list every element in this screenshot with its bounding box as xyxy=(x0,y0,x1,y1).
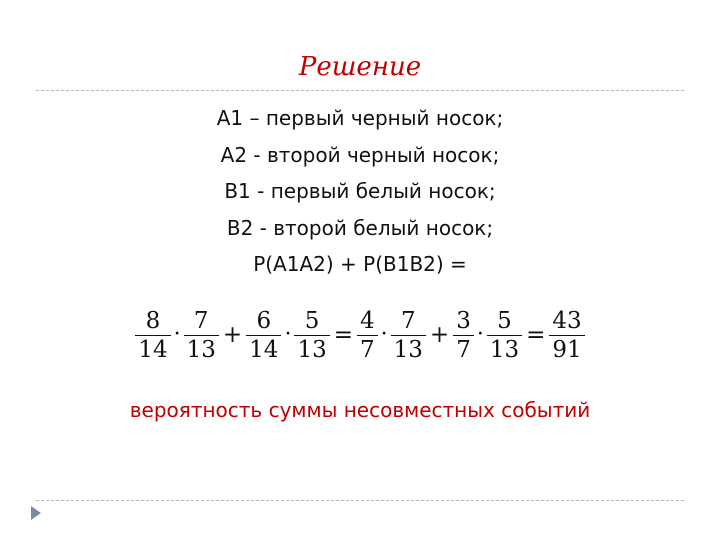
denominator: 14 xyxy=(249,336,279,363)
numerator: 5 xyxy=(304,307,320,334)
top-divider xyxy=(36,90,684,91)
numerator: 7 xyxy=(193,307,209,334)
multiply-operator: · xyxy=(284,322,292,347)
bottom-divider xyxy=(36,500,684,501)
numerator: 3 xyxy=(456,307,471,334)
definition-line-a2: A2 - второй черный носок; xyxy=(220,142,500,167)
denominator: 7 xyxy=(360,336,375,363)
multiply-operator: · xyxy=(380,322,388,347)
numerator: 43 xyxy=(552,307,582,334)
fraction xyxy=(246,307,281,364)
multiply-operator: · xyxy=(476,322,484,347)
slide-title: Решение xyxy=(298,52,422,82)
probability-expression: P(A1A2) + P(B1B2) = xyxy=(253,252,467,276)
denominator: 7 xyxy=(456,336,471,363)
numerator: 6 xyxy=(256,307,272,334)
denominator: 13 xyxy=(393,336,423,363)
equals-operator: = xyxy=(526,321,546,348)
definitions-block xyxy=(0,100,720,283)
definition-line-a1: A1 – первый черный носок; xyxy=(216,106,504,130)
fraction xyxy=(294,307,329,364)
numerator: 5 xyxy=(497,307,512,334)
fraction xyxy=(391,307,426,364)
definition-line-b2: B2 - второй белый носок; xyxy=(226,215,494,240)
equals-operator: = xyxy=(333,321,353,348)
denominator: 13 xyxy=(186,336,216,363)
fraction xyxy=(487,307,522,364)
plus-operator: + xyxy=(429,321,450,348)
multiply-operator: · xyxy=(173,322,181,347)
plus-operator: + xyxy=(222,321,243,348)
definition-line-b1: B1 - первый белый носок; xyxy=(224,179,496,203)
fraction xyxy=(357,307,378,364)
fraction xyxy=(135,307,170,364)
formula xyxy=(0,300,720,370)
fraction xyxy=(184,307,219,364)
conclusion-text: вероятность суммы несовместных событий xyxy=(129,398,591,422)
numerator: 4 xyxy=(360,307,375,334)
result-fraction xyxy=(549,307,584,364)
denominator: 14 xyxy=(138,336,168,363)
denominator: 13 xyxy=(489,336,520,363)
numerator: 8 xyxy=(145,307,161,334)
numerator: 7 xyxy=(400,307,416,334)
denominator: 13 xyxy=(297,336,327,363)
triangle-bullet-icon xyxy=(31,506,41,520)
denominator: 91 xyxy=(552,336,582,363)
fraction xyxy=(453,307,474,364)
